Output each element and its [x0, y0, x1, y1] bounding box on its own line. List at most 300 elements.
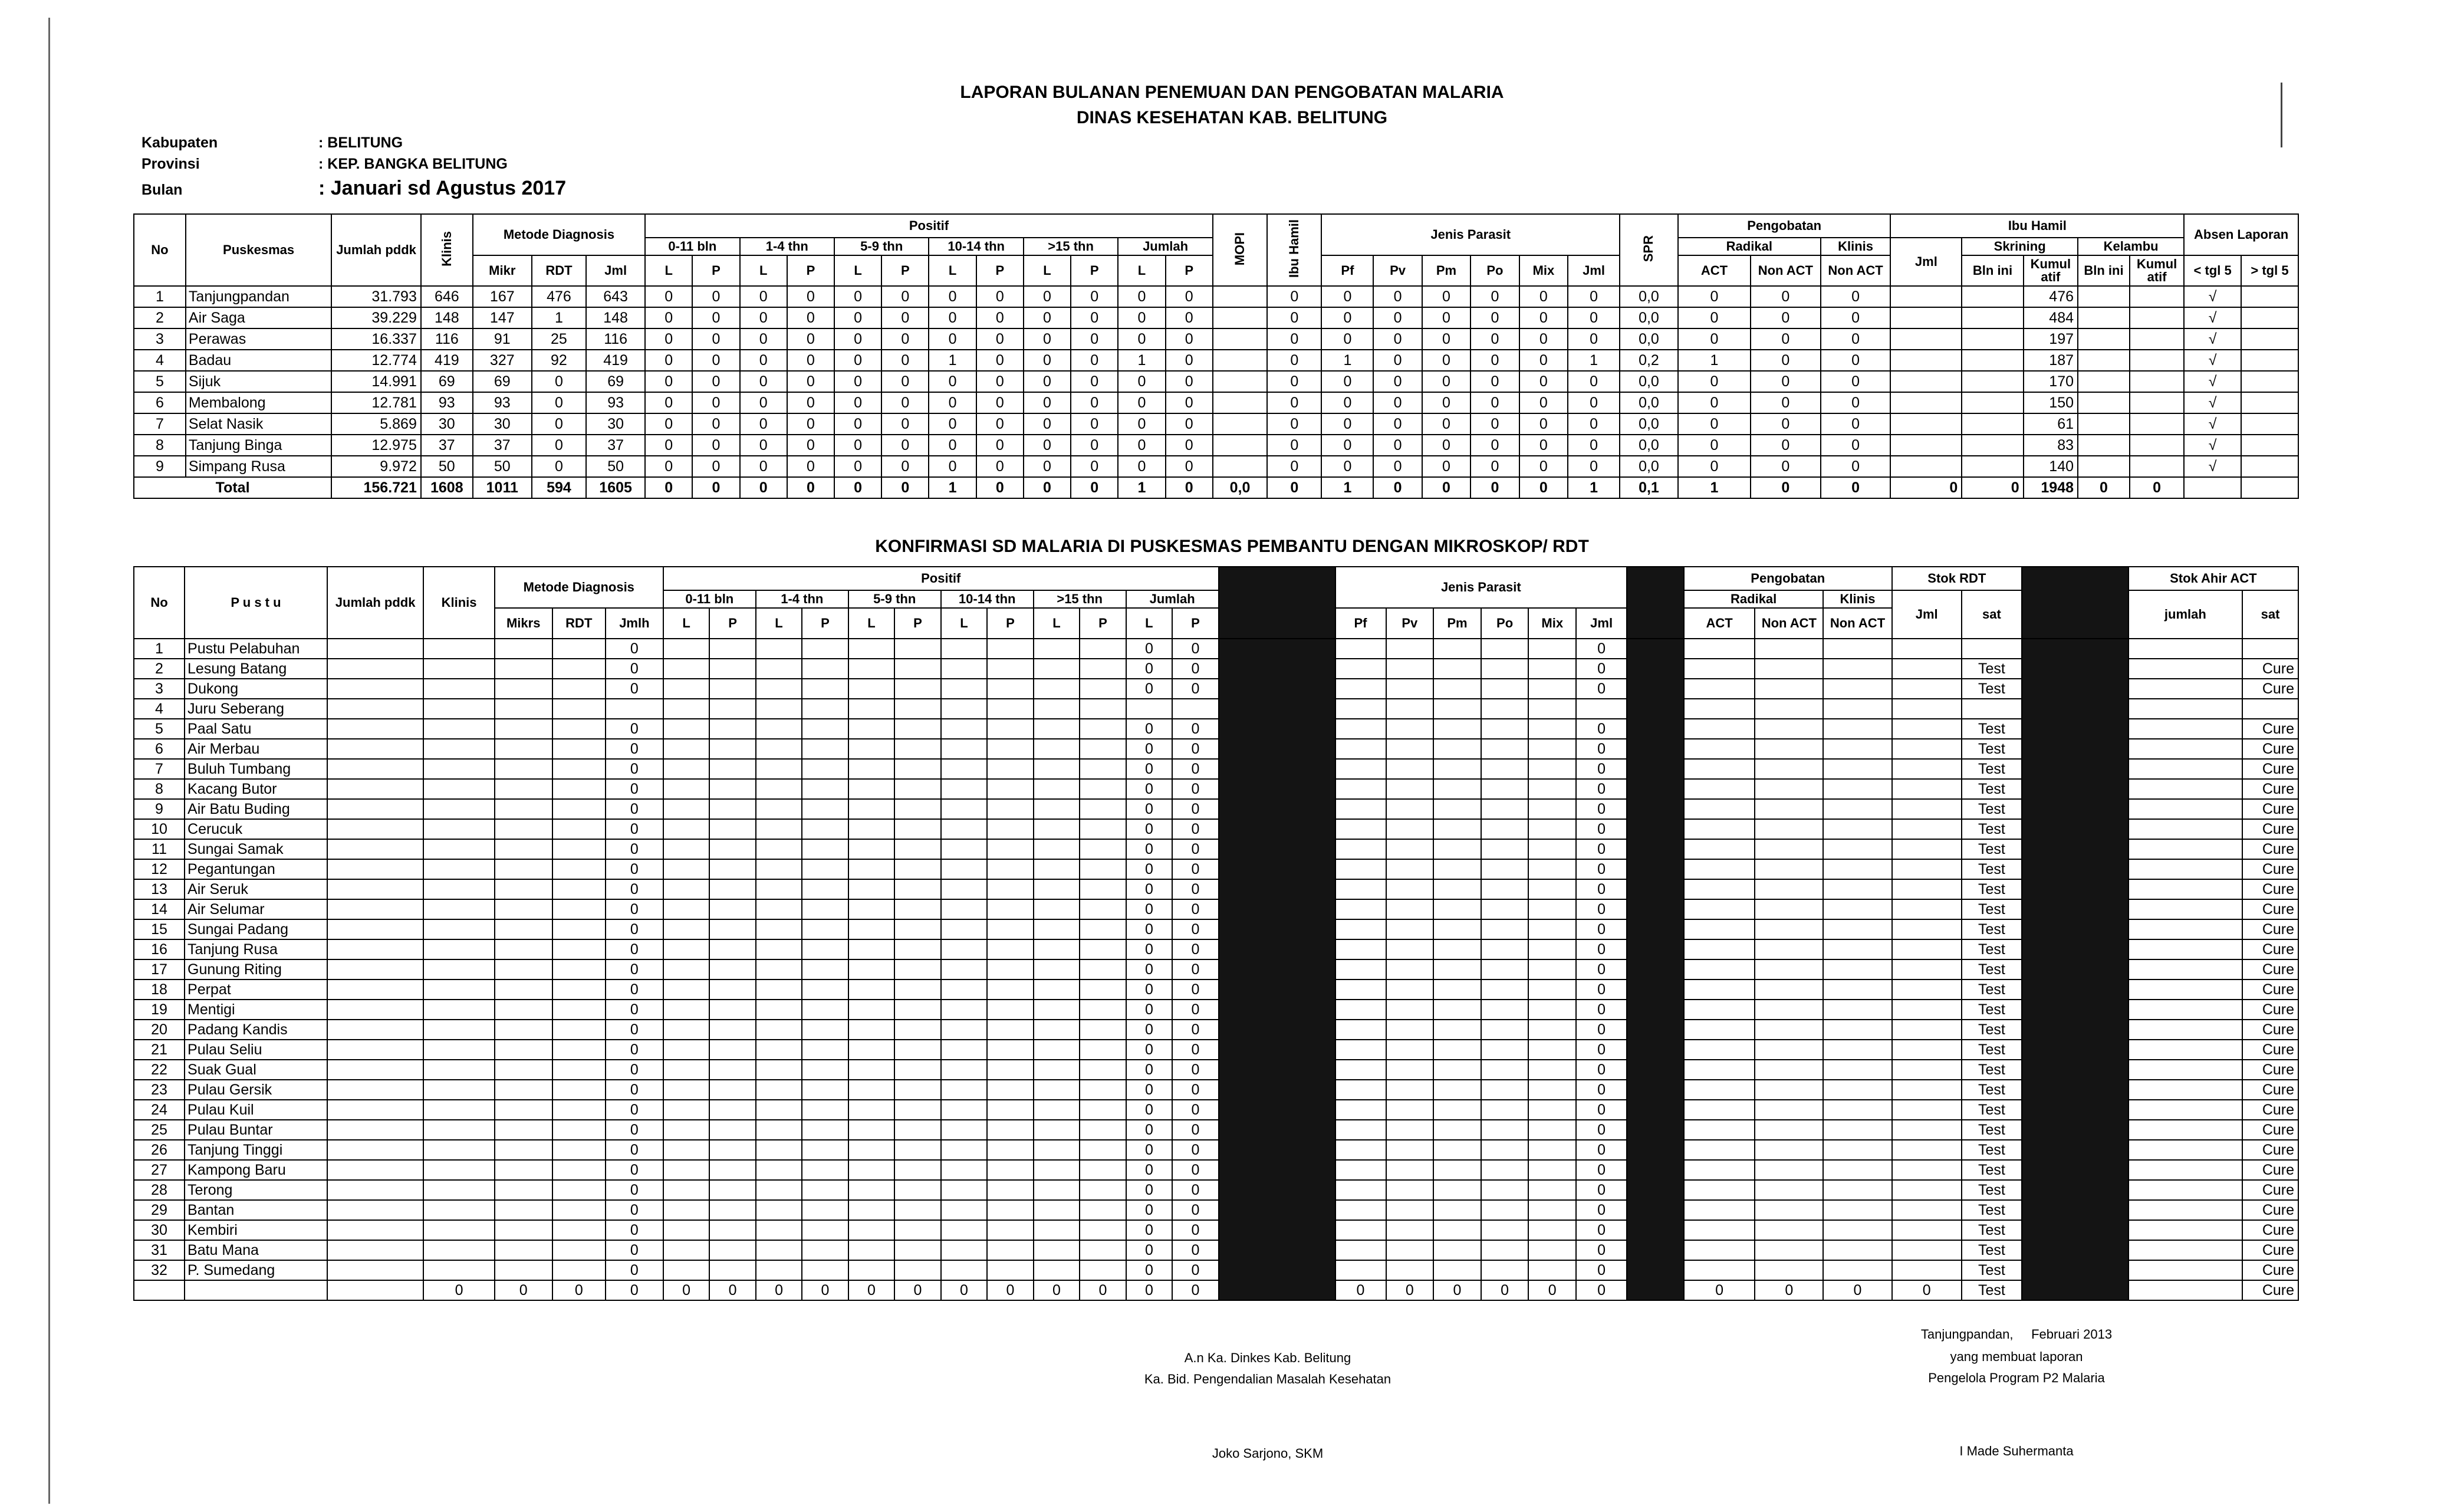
cell-parasit: [1335, 939, 1386, 959]
cell-act-jumlah: [2129, 1220, 2243, 1240]
cell-positif: [987, 1000, 1033, 1020]
cell-stok-sat: [1962, 639, 2022, 659]
cell-act-sat: Cure: [2242, 1020, 2298, 1040]
cell-act-jumlah: [2129, 1000, 2243, 1020]
cell-positif: [894, 1180, 940, 1200]
cell-positif: [848, 1120, 894, 1140]
cell-positif: [894, 1040, 940, 1060]
cell-parasit: [1386, 819, 1434, 839]
col-mix: Mix: [1519, 255, 1568, 286]
cell-positif: 0: [692, 350, 739, 371]
table-row: [134, 799, 2298, 819]
cell-positif: [802, 799, 848, 819]
cell-klinis: [423, 1160, 494, 1180]
table-row: [134, 739, 2298, 759]
cell-stok-sat: Test: [1962, 1000, 2022, 1020]
cell-act: [1684, 1000, 1755, 1020]
report-subtitle: DINAS KESEHATAN KAB. BELITUNG: [1076, 108, 1388, 127]
cell-positif: [802, 819, 848, 839]
table-row: [134, 328, 2298, 350]
col-p: P: [1172, 608, 1219, 639]
cell-positif: 0: [787, 307, 834, 328]
cell-positif: [987, 1220, 1033, 1240]
cell-positif: 0: [929, 435, 976, 456]
cell-act-jumlah: [2129, 959, 2243, 979]
cell-parasit: [1481, 1220, 1529, 1240]
cell-positif: [894, 979, 940, 1000]
cell-pddk: 16.337: [331, 328, 421, 350]
cell-stok-sat: Test: [1962, 1060, 2022, 1080]
cell-pddk: [327, 1020, 423, 1040]
cell-positif: 0: [692, 286, 739, 307]
cell-non-act-klinis: [1823, 839, 1891, 859]
cell-act-jumlah: [2129, 679, 2243, 699]
cell-positif: 0: [787, 435, 834, 456]
cell-positif: 0: [740, 392, 787, 413]
cell-positif: [894, 679, 940, 699]
sig-left-line2: Ka. Bid. Pengendalian Masalah Kesehatan: [1144, 1372, 1391, 1386]
cell-positif: [802, 1060, 848, 1080]
cell-positif: [1034, 1220, 1080, 1240]
cell-positif: 0: [834, 350, 881, 371]
cell-no: 21: [134, 1040, 185, 1060]
cell-par-jml: 0: [1576, 939, 1627, 959]
cell-klinis: [423, 799, 494, 819]
cell-skrining-kum: 484: [2024, 307, 2078, 328]
cell-no: 9: [134, 799, 185, 819]
cell-stok-sat: Test: [1962, 759, 2022, 779]
cell-non-act-klinis: [1823, 699, 1891, 719]
cell-rdt: [552, 819, 606, 839]
cell-parasit: [1386, 1000, 1434, 1020]
cell-positif: 0: [692, 456, 739, 477]
cell-positif: 0: [1166, 435, 1213, 456]
cell-positif: 0: [881, 477, 929, 498]
cell-jml: 93: [586, 392, 645, 413]
cell-positif: 0: [740, 477, 787, 498]
cell-non-act: [1755, 639, 1823, 659]
cell-ih-jml: [1890, 371, 1962, 392]
cell-positif: 0: [645, 435, 692, 456]
cell-mikrs: [495, 1040, 552, 1060]
cell-jumlah-l: 0: [1126, 959, 1172, 979]
cell-positif: [663, 1040, 709, 1060]
cell-act-sat: Cure: [2242, 919, 2298, 939]
cell-positif: [756, 919, 802, 939]
cell-act-sat: [2242, 699, 2298, 719]
cell-parasit: [1528, 719, 1576, 739]
cell-jumlah-l: [1126, 699, 1172, 719]
cell-kelambu-bln: 0: [2078, 477, 2130, 498]
cell-mikrs: [495, 1000, 552, 1020]
cell-jumlah-l: 0: [1126, 939, 1172, 959]
report-title: LAPORAN BULANAN PENEMUAN DAN PENGOBATAN MALARIA: [960, 83, 1504, 102]
cell-ih-jml: [1890, 435, 1962, 456]
cell-positif: 0: [834, 307, 881, 328]
cell-positif: 0: [881, 435, 929, 456]
cell-positif: 0: [740, 307, 787, 328]
cell-kelambu-kum: [2130, 328, 2184, 350]
cell-klinis: [423, 1240, 494, 1260]
cell-non-act: [1755, 659, 1823, 679]
cell-positif: 0: [692, 328, 739, 350]
col-stok-jml: Jml: [1892, 590, 1962, 639]
cell-jmlh: 0: [606, 839, 663, 859]
cell-act-jumlah: [2129, 819, 2243, 839]
table-row: [134, 699, 2298, 719]
cell-stok-sat: Test: [1962, 919, 2022, 939]
cell-no: 9: [134, 456, 186, 477]
cell-mikrs: [495, 859, 552, 879]
cell-stok-jml: [1892, 819, 1962, 839]
cell-jml: 419: [586, 350, 645, 371]
cell-jml: 643: [586, 286, 645, 307]
cell-positif: [709, 839, 755, 859]
cell-mikrs: [495, 799, 552, 819]
cell-positif: [1034, 1020, 1080, 1040]
cell-jumlah-l: 0: [1126, 899, 1172, 919]
cell-parasit: [1481, 899, 1529, 919]
cell-parasit: 1: [1321, 477, 1373, 498]
cell-mikr: 69: [473, 371, 532, 392]
cell-positif: [1034, 1180, 1080, 1200]
cell-skrining-bln: [1962, 392, 2023, 413]
cell-parasit: [1481, 1200, 1529, 1220]
cell-klinis: [423, 919, 494, 939]
cell-par-jml: 0: [1576, 839, 1627, 859]
col-ih-jml: Jml: [1890, 238, 1962, 286]
col-po: Po: [1470, 255, 1519, 286]
cell-positif: [941, 1220, 987, 1240]
cell-parasit: [1481, 1040, 1529, 1060]
col-p: P: [881, 255, 929, 286]
cell-positif: 1: [929, 350, 976, 371]
cell-positif: 0: [1166, 392, 1213, 413]
cell-stok-jml: [1892, 899, 1962, 919]
cell-parasit: [1386, 779, 1434, 799]
cell-positif: [1080, 879, 1126, 899]
cell-act-jumlah: [2129, 1100, 2243, 1120]
cell-positif: [848, 939, 894, 959]
col-skrining: Skrining: [1962, 238, 2078, 255]
cell-positif: 0: [787, 477, 834, 498]
cell-mikrs: [495, 719, 552, 739]
cell-jmlh: 0: [606, 1200, 663, 1220]
cell-positif: [709, 1100, 755, 1120]
cell-positif: [663, 839, 709, 859]
cell-no: 26: [134, 1140, 185, 1160]
cell-positif: 0: [1166, 413, 1213, 435]
cell-parasit: [1528, 639, 1576, 659]
cell-jml: 37: [586, 435, 645, 456]
cell-jumlah-p: 0: [1172, 739, 1219, 759]
cell-mikrs: [495, 679, 552, 699]
cell-positif: 0: [1071, 477, 1118, 498]
cell-jumlah-l: 0: [1126, 719, 1172, 739]
cell-stok-jml: [1892, 699, 1962, 719]
cell-parasit: 0: [1470, 435, 1519, 456]
cell-jumlah-l: 0: [1126, 1000, 1172, 1020]
cell-positif: [894, 1080, 940, 1100]
table-row: [134, 839, 2298, 859]
cell-positif: 0: [976, 413, 1024, 435]
cell-parasit: [1335, 819, 1386, 839]
cell-positif: 0: [1071, 413, 1118, 435]
cell-parasit: [1481, 679, 1529, 699]
cell-parasit: 0: [1470, 456, 1519, 477]
cell-ih-jml: [1890, 456, 1962, 477]
cell-pddk: [327, 1200, 423, 1220]
cell-act-sat: Cure: [2242, 839, 2298, 859]
cell-non-act: [1755, 979, 1823, 1000]
col-pustu: P u s t u: [185, 567, 327, 639]
cell-stok-sat: Test: [1962, 959, 2022, 979]
cell-positif: [802, 699, 848, 719]
table-row: [134, 1020, 2298, 1040]
cell-parasit: 0: [1470, 328, 1519, 350]
col-rdt: RDT: [552, 608, 606, 639]
cell-jumlah-p: 0: [1172, 859, 1219, 879]
cell-mikrs: [495, 1200, 552, 1220]
cell-puskesmas: Badau: [186, 350, 331, 371]
cell-positif: [941, 939, 987, 959]
cell-skrining-kum: 83: [2024, 435, 2078, 456]
cell-parasit: [1528, 1140, 1576, 1160]
cell-positif: [756, 1140, 802, 1160]
cell-positif: [941, 759, 987, 779]
col-0-11: 0-11 bln: [645, 238, 739, 255]
cell-act: 0: [1684, 1280, 1755, 1300]
cell-non-act: [1755, 1200, 1823, 1220]
col-klinis2: Klinis: [1823, 590, 1891, 608]
cell-mikr: 147: [473, 307, 532, 328]
cell-positif: [987, 899, 1033, 919]
cell-pustu: Batu Mana: [185, 1240, 327, 1260]
table-row: [134, 1240, 2298, 1260]
cell-non-act-klinis: [1823, 1220, 1891, 1240]
cell-positif: [663, 639, 709, 659]
cell-jumlah-p: 0: [1172, 1260, 1219, 1280]
cell-parasit: [1528, 859, 1576, 879]
cell-positif: [848, 659, 894, 679]
cell-pustu: Tanjung Rusa: [185, 939, 327, 959]
cell-pddk: [327, 1220, 423, 1240]
cell-non-act-klinis: 0: [1821, 413, 1891, 435]
cell-positif: [1034, 1000, 1080, 1020]
cell-mopi: [1213, 456, 1267, 477]
cell-parasit: [1386, 1100, 1434, 1120]
cell-parasit: 0: [1422, 371, 1470, 392]
col-jml: Jml: [586, 255, 645, 286]
cell-pustu: Kembiri: [185, 1220, 327, 1240]
cell-stok-jml: [1892, 1000, 1962, 1020]
cell-parasit: [1528, 819, 1576, 839]
cell-positif: [1034, 1200, 1080, 1220]
cell-positif: [848, 819, 894, 839]
cell-positif: [709, 639, 755, 659]
cell-act-sat: Cure: [2242, 1040, 2298, 1060]
cell-parasit: [1528, 939, 1576, 959]
cell-parasit: 0: [1568, 435, 1620, 456]
cell-parasit: [1433, 1120, 1481, 1140]
cell-positif: [802, 1040, 848, 1060]
cell-parasit: [1386, 1160, 1434, 1180]
cell-positif: [1034, 1140, 1080, 1160]
col-l: L: [834, 255, 881, 286]
col-l: L: [1034, 608, 1080, 639]
cell-rdt: 0: [532, 456, 586, 477]
cell-non-act: 0: [1751, 307, 1821, 328]
cell-rdt: [552, 1160, 606, 1180]
col-puskesmas: Puskesmas: [186, 214, 331, 286]
cell-no: 18: [134, 979, 185, 1000]
cell-pustu: Cerucuk: [185, 819, 327, 839]
cell-parasit: [1386, 979, 1434, 1000]
cell-parasit: 0: [1519, 392, 1568, 413]
cell-positif: 0: [1024, 307, 1071, 328]
cell-jumlah-l: 0: [1126, 639, 1172, 659]
cell-positif: [894, 1060, 940, 1080]
cell-mikrs: [495, 899, 552, 919]
table-row: [134, 939, 2298, 959]
cell-ih-jml: [1890, 392, 1962, 413]
cell-jumlah-p: 0: [1172, 1000, 1219, 1020]
cell-klinis: [423, 1220, 494, 1240]
cell-stok-sat: Test: [1962, 839, 2022, 859]
cell-jumlah-p: 0: [1172, 939, 1219, 959]
cell-positif: [663, 779, 709, 799]
cell-positif: 0: [1118, 286, 1165, 307]
cell-positif: [756, 1060, 802, 1080]
cell-parasit: 0: [1568, 328, 1620, 350]
cell-mikr: 1011: [473, 477, 532, 498]
cell-positif: 0: [1071, 371, 1118, 392]
cell-no: 4: [134, 699, 185, 719]
cell-stok-sat: Test: [1962, 899, 2022, 919]
cell-stok-sat: Test: [1962, 679, 2022, 699]
cell-act: [1684, 859, 1755, 879]
cell-parasit: [1433, 979, 1481, 1000]
cell-act: [1684, 919, 1755, 939]
cell-positif: 0: [740, 435, 787, 456]
cell-positif: [663, 1160, 709, 1180]
cell-parasit: [1481, 739, 1529, 759]
cell-parasit: [1528, 759, 1576, 779]
cell-positif: [802, 1200, 848, 1220]
cell-pustu: Pustu Pelabuhan: [185, 639, 327, 659]
cell-positif: 0: [692, 435, 739, 456]
cell-jumlah-l: 0: [1126, 859, 1172, 879]
cell-ibu-hamil: 0: [1267, 477, 1321, 498]
col-pm: Pm: [1433, 608, 1481, 639]
cell-act-sat: Cure: [2242, 1260, 2298, 1280]
cell-mikrs: [495, 1240, 552, 1260]
cell-stok-sat: Test: [1962, 1140, 2022, 1160]
cell-positif: [663, 1080, 709, 1100]
cell-jumlah-p: 0: [1172, 839, 1219, 859]
cell-no: 13: [134, 879, 185, 899]
cell-parasit: 0: [1470, 371, 1519, 392]
cell-pustu: Pulau Seliu: [185, 1040, 327, 1060]
col-ibu-hamil-label: Ibu Hamil: [1287, 219, 1302, 278]
cell-positif: 0: [787, 371, 834, 392]
cell-non-act-klinis: [1823, 1060, 1891, 1080]
cell-positif: [709, 659, 755, 679]
col-jenis-parasit: Jenis Parasit: [1321, 214, 1620, 255]
cell-positif: [1080, 719, 1126, 739]
cell-non-act-klinis: [1823, 719, 1891, 739]
cell-positif: [756, 779, 802, 799]
cell-jumlah-l: 0: [1126, 759, 1172, 779]
cell-positif: [663, 799, 709, 819]
cell-mikrs: [495, 759, 552, 779]
cell-positif: 0: [1166, 286, 1213, 307]
cell-act: 1: [1678, 350, 1751, 371]
cell-positif: 0: [834, 435, 881, 456]
cell-positif: [1080, 659, 1126, 679]
cell-act-sat: Cure: [2242, 959, 2298, 979]
cell-skrining-bln: [1962, 371, 2023, 392]
cell-no: 1: [134, 639, 185, 659]
cell-positif: [987, 779, 1033, 799]
cell-mopi: [1213, 371, 1267, 392]
cell-pustu: Tanjung Tinggi: [185, 1140, 327, 1160]
cell-puskesmas: Tanjung Binga: [186, 435, 331, 456]
cell-act: [1684, 819, 1755, 839]
cell-positif: [802, 1140, 848, 1160]
cell-no: 25: [134, 1120, 185, 1140]
cell-parasit: [1528, 959, 1576, 979]
cell-parasit: [1433, 959, 1481, 979]
cell-mikrs: [495, 1260, 552, 1280]
cell-mopi: [1213, 328, 1267, 350]
cell-positif: 0: [709, 1280, 755, 1300]
cell-kelambu-kum: [2130, 286, 2184, 307]
cell-parasit: [1528, 1120, 1576, 1140]
cell-positif: [848, 1220, 894, 1240]
cell-ibu-hamil: 0: [1267, 435, 1321, 456]
cell-parasit: 0: [1519, 456, 1568, 477]
cell-ibu-hamil: 0: [1267, 328, 1321, 350]
cell-positif: [709, 1240, 755, 1260]
cell-act-jumlah: [2129, 1060, 2243, 1080]
cell-parasit: 0: [1321, 371, 1373, 392]
cell-klinis: [423, 1140, 494, 1160]
cell-non-act: [1755, 879, 1823, 899]
cell-parasit: 1: [1568, 350, 1620, 371]
cell-act: [1684, 1200, 1755, 1220]
cell-positif: [802, 1100, 848, 1120]
cell-positif: [802, 659, 848, 679]
cell-stok-jml: [1892, 659, 1962, 679]
cell-positif: [756, 1040, 802, 1060]
sig-right-line2: yang membuat laporan: [1950, 1349, 2083, 1364]
cell-positif: [663, 939, 709, 959]
cell-parasit: 0: [1470, 307, 1519, 328]
cell-positif: [987, 859, 1033, 879]
cell-act-jumlah: [2129, 859, 2243, 879]
cell-lt5: √: [2184, 392, 2241, 413]
cell-positif: [894, 639, 940, 659]
cell-non-act-klinis: 0: [1821, 435, 1891, 456]
cell-stok-jml: [1892, 1200, 1962, 1220]
cell-positif: 0: [881, 328, 929, 350]
cell-positif: 0: [692, 392, 739, 413]
cell-gt5: [2241, 350, 2298, 371]
cell-pddk: [327, 1040, 423, 1060]
cell-jumlah-l: 0: [1126, 1220, 1172, 1240]
cell-rdt: [552, 979, 606, 1000]
